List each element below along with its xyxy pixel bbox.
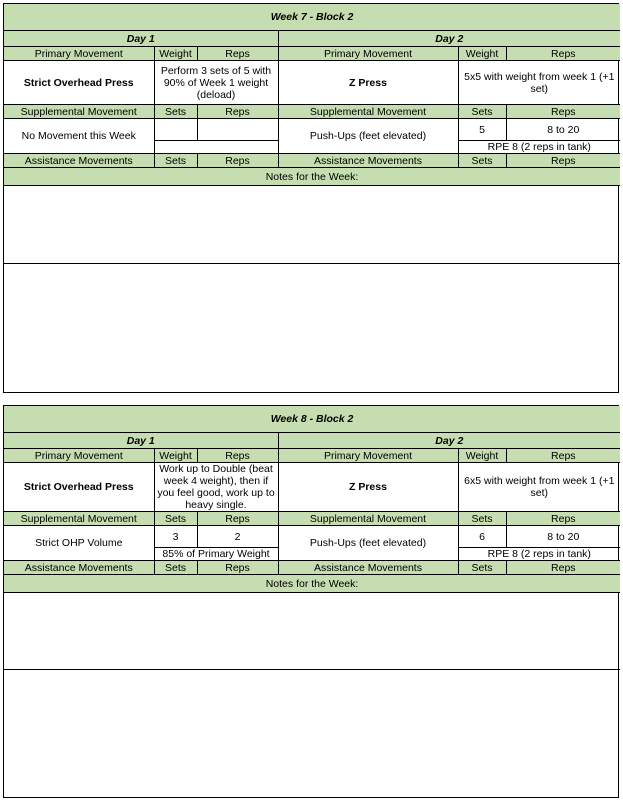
day1-assistance-header: Assistance Movements xyxy=(4,561,154,575)
day1-reps-header: Reps xyxy=(197,105,278,119)
day2-assistance-reps-header: Reps xyxy=(506,561,620,575)
day2-supplemental-note: RPE 8 (2 reps in tank) xyxy=(458,141,620,154)
day2-weight-header: Weight xyxy=(458,47,506,61)
day1-label: Day 1 xyxy=(4,31,278,47)
day2-reps-header: Reps xyxy=(506,449,620,463)
day1-supplemental-note: 85% of Primary Weight xyxy=(154,548,278,561)
week-title: Week 8 - Block 2 xyxy=(4,406,620,433)
day1-reps-header: Reps xyxy=(197,47,278,61)
day2-primary-movement: Z Press xyxy=(278,61,458,105)
day1-supplemental-header: Supplemental Movement xyxy=(4,512,154,526)
day2-supplemental-movement: Push-Ups (feet elevated) xyxy=(278,526,458,561)
day1-supplemental-reps: 2 xyxy=(197,526,278,548)
day2-assistance-header: Assistance Movements xyxy=(278,154,458,168)
day1-supplemental-reps xyxy=(197,119,278,141)
notes-area[interactable] xyxy=(4,593,620,670)
day1-supplemental-movement: Strict OHP Volume xyxy=(4,526,154,561)
week-title: Week 7 - Block 2 xyxy=(4,4,620,31)
day1-supplemental-sets: 3 xyxy=(154,526,197,548)
week-block-1 xyxy=(3,3,619,393)
day2-assistance-sets-header: Sets xyxy=(458,561,506,575)
week-table xyxy=(4,406,620,670)
day2-sets-header: Sets xyxy=(458,512,506,526)
day2-reps-header: Reps xyxy=(506,47,620,61)
notes-title: Notes for the Week: xyxy=(4,168,620,186)
day1-weight-header: Weight xyxy=(154,449,197,463)
day1-weight-header: Weight xyxy=(154,47,197,61)
day1-sets-header: Sets xyxy=(154,512,197,526)
notes-title: Notes for the Week: xyxy=(4,575,620,593)
day1-supplemental-sets xyxy=(154,119,197,141)
day1-reps-header: Reps xyxy=(197,512,278,526)
notes-area[interactable] xyxy=(4,186,620,264)
day2-supplemental-sets: 6 xyxy=(458,526,506,548)
day2-assistance-sets-header: Sets xyxy=(458,154,506,168)
day2-reps-header: Reps xyxy=(506,105,620,119)
day2-primary-header: Primary Movement xyxy=(278,449,458,463)
day1-primary-movement: Strict Overhead Press xyxy=(4,463,154,512)
day2-supplemental-reps: 8 to 20 xyxy=(506,119,620,141)
day1-assistance-header: Assistance Movements xyxy=(4,154,154,168)
day1-supplemental-header: Supplemental Movement xyxy=(4,105,154,119)
day2-supplemental-note: RPE 8 (2 reps in tank) xyxy=(458,548,620,561)
day1-primary-note: Perform 3 sets of 5 with 90% of Week 1 weight (deload) xyxy=(154,61,278,105)
day2-supplemental-movement: Push-Ups (feet elevated) xyxy=(278,119,458,154)
day1-primary-movement: Strict Overhead Press xyxy=(4,61,154,105)
day2-primary-note: 5x5 with weight from week 1 (+1 set) xyxy=(458,61,620,105)
day1-assistance-sets-header: Sets xyxy=(154,154,197,168)
day2-primary-note: 6x5 with weight from week 1 (+1 set) xyxy=(458,463,620,512)
day1-primary-header: Primary Movement xyxy=(4,47,154,61)
day1-assistance-reps-header: Reps xyxy=(197,154,278,168)
day1-supplemental-note xyxy=(154,141,278,154)
day2-supplemental-header: Supplemental Movement xyxy=(278,512,458,526)
day2-assistance-header: Assistance Movements xyxy=(278,561,458,575)
day1-label: Day 1 xyxy=(4,433,278,449)
day2-label: Day 2 xyxy=(278,31,620,47)
day2-supplemental-header: Supplemental Movement xyxy=(278,105,458,119)
day2-sets-header: Sets xyxy=(458,105,506,119)
week-table xyxy=(4,4,620,264)
day2-supplemental-sets: 5 xyxy=(458,119,506,141)
day1-assistance-sets-header: Sets xyxy=(154,561,197,575)
day1-sets-header: Sets xyxy=(154,105,197,119)
day1-assistance-reps-header: Reps xyxy=(197,561,278,575)
day2-label: Day 2 xyxy=(278,433,620,449)
day2-reps-header: Reps xyxy=(506,512,620,526)
week-block-2 xyxy=(3,405,619,798)
day2-weight-header: Weight xyxy=(458,449,506,463)
day1-supplemental-movement: No Movement this Week xyxy=(4,119,154,154)
day2-assistance-reps-header: Reps xyxy=(506,154,620,168)
day1-primary-header: Primary Movement xyxy=(4,449,154,463)
day2-supplemental-reps: 8 to 20 xyxy=(506,526,620,548)
day1-reps-header: Reps xyxy=(197,449,278,463)
day1-primary-note: Work up to Double (beat week 4 weight), then if you feel good, work up to heavy single. xyxy=(154,463,278,512)
day2-primary-movement: Z Press xyxy=(278,463,458,512)
day2-primary-header: Primary Movement xyxy=(278,47,458,61)
